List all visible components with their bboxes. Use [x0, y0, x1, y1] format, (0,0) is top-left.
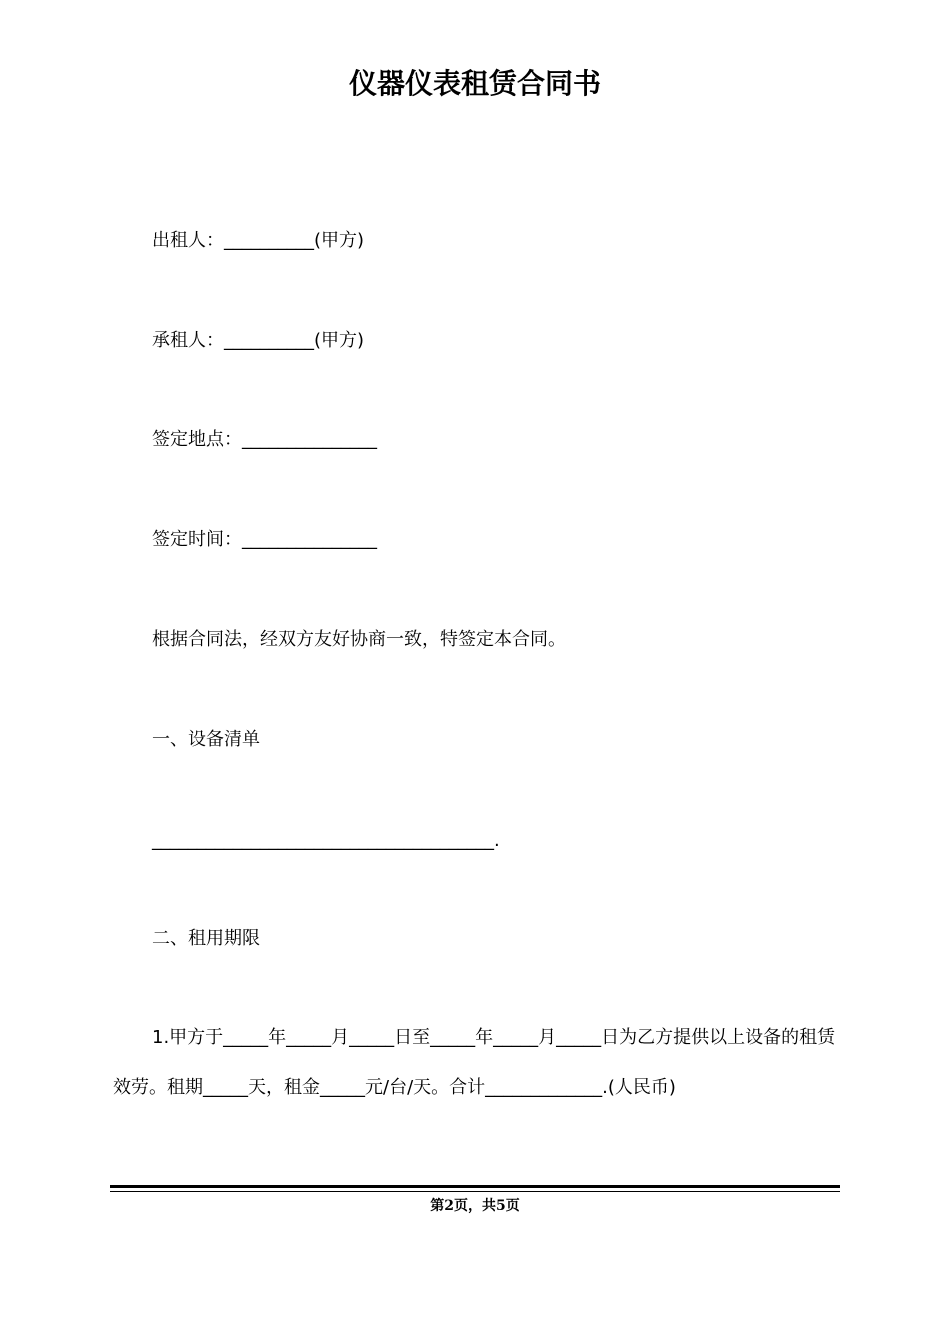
section-2-heading: 二、租用期限: [152, 928, 260, 949]
lease-term-paragraph: 1.甲方于_____年_____月_____日至_____年_____月_____日为乙方提供以上设备的租赁效劳。租期_____天，租金_____元/台/天。合计_____________.(人民币): [113, 1027, 836, 1098]
equipment-list-blank: ______________________________________.: [152, 830, 500, 851]
sign-place-line: 签定地点：_______________: [152, 429, 377, 450]
lessor-line: 出租人：__________(甲方): [152, 230, 365, 251]
section-1-heading: 一、设备清单: [152, 729, 260, 750]
document-title: 仪器仪表租赁合同书: [348, 67, 601, 100]
preamble-text: 根据合同法，经双方友好协商一致，特签定本合同。: [152, 629, 566, 650]
footer-divider-thick: [110, 1185, 840, 1188]
footer-divider-thin: [110, 1191, 840, 1192]
sign-time-line: 签定时间：_______________: [152, 529, 377, 550]
lessee-line: 承租人：__________(甲方): [152, 330, 365, 351]
page-number: 第2页，共5页: [430, 1198, 520, 1214]
